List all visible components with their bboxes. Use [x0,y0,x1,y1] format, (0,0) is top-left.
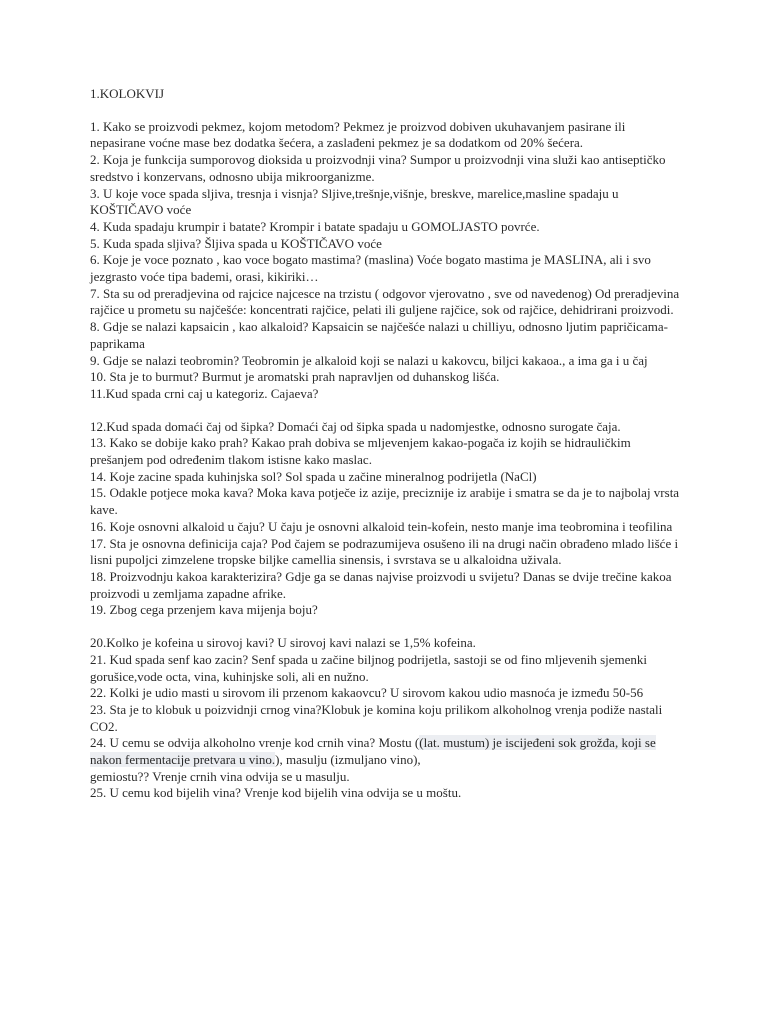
question-7: 7. Sta su od preradjevina od rajcice najcesce na trzistu ( odgovor vjerovatno , sve od navedenog) Od preradjevina rajčice u prometu su najčešće: koncentrati rajčice, pelati ili guljene rajčice, sok od rajčice, dehidrirani proizvodi. [90,285,680,318]
question-24-text: 24. U cemu se odvija alkoholno vrenje kod crnih vina? Mostu ( [90,735,420,751]
question-1: 1. Kako se proizvodi pekmez, kojom metodom? Pekmez je proizvod dobiven ukuhavanjem pasirane ili nepasirane voćne mase bez dodatka šećera, a zaslađeni pekmez je sa dodatkom od 20% šećera. [90,118,626,151]
question-16: 16. Koje osnovni alkaloid u čaju? U čaju je osnovni alkaloid tein-kofein, nesto manje ima teobromina i teofilina [90,518,673,534]
question-17: 17. Sta je osnovna definicija caja? Pod čajem se podrazumijeva osušeno ili na drugi način obrađeno mlado lišće i lisni pupoljci zimzelene tropske biljke camellia sinensis, i svrstava se u alkaloidna uživala. [90,535,679,568]
question-4: 4. Kuda spadaju krumpir i batate? Krompir i batate spadaju u GOMOLJASTO povrće. [90,218,540,234]
question-9: 9. Gdje se nalazi teobromin? Teobromin je alkaloid koji se nalazi u kakovcu, biljci kakaoa., a ima ga i u čaj [90,352,648,368]
document-page [90,86,680,802]
question-24-text-after: ), masulju (izmuljano vino), [275,752,421,768]
question-24-line2: gemiostu?? Vrenje crnih vina odvija se u masulju. [90,768,350,784]
page-title: 1.KOLOKVIJ [90,86,165,101]
question-5: 5. Kuda spada sljiva? Šljiva spada u KOŠTIČAVO voće [90,235,382,251]
question-13: 13. Kako se dobije kako prah? Kakao prah dobiva se mljevenjem kakao-pogača iz kojih se hidrauličkim prešanjem pod određenim tlakom istisne kako maslac. [90,435,631,468]
question-24 [90,735,680,785]
question-20: 20.Kolko je kofeina u sirovoj kavi? U sirovoj kavi nalazi se 1,5% kofeina. [90,635,476,651]
question-11: 11.Kud spada crni caj u kategoriz. Cajaeva? [90,385,319,401]
question-14: 14. Koje zacine spada kuhinjska sol? Sol spada u začine mineralnog podrijetla (NaCl) [90,468,537,484]
question-10: 10. Sta je to burmut? Burmut je aromatski prah napravljen od duhanskog lišća. [90,369,500,385]
question-24-highlight: (lat. mustum) je iscijeđeni sok grožđa, koji se nakon fermentacije pretvara u vino. [90,735,656,768]
question-3: 3. U koje voce spada sljiva, tresnja i visnja? Sljive,trešnje,višnje, breskve, marelice,masline spadaju u KOŠTIČAVO voće [90,185,619,218]
question-12: 12.Kud spada domaći čaj od šipka? Domaći čaj od šipka spada u nadomjestke, odnosno surogate čaja. [90,418,621,434]
question-23: 23. Sta je to klobuk u poizvidnji crnog vina?Klobuk je komina koju prilikom alkoholnog vrenja podiže nastali CO2. [90,701,663,734]
question-25: 25. U cemu kod bijelih vina? Vrenje kod bijelih vina odvija se u moštu. [90,785,462,801]
question-15: 15. Odakle potjece moka kava? Moka kava potječe iz azije, preciznije iz arabije i smatra se da je to najbolaj vrsta kave. [90,485,680,518]
question-8: 8. Gdje se nalazi kapsaicin , kao alkaloid? Kapsaicin se najčešće nalazi u chilliyu, odnosno ljutim papričicama-paprikama [90,319,668,351]
question-6: 6. Koje je voce poznato , kao voce bogato mastima? (maslina) Voće bogato mastima je MASLINA, ali i svo jezgrasto voće tipa bademi, orasi, kikiriki… [90,252,651,285]
question-22: 22. Kolki je udio masti u sirovom ili przenom kakaovcu? U sirovom kakou udio masnoća je između 50-56 [90,685,644,701]
question-2: 2. Koja je funkcija sumporovog dioksida u proizvodnji vina? Sumpor u proizvodnji vina služi kao antiseptičko sredstvo i konzervans, odnosno ubija mikroorganizme. [90,152,666,184]
question-18: 18. Proizvodnju kakoa karakterizira? Gdje ga se danas najvise proizvodi u svijetu? Danas se dvije trečine kakoa proizvodi u zemljama zapadne afrike. [90,568,672,601]
question-21: 21. Kud spada senf kao zacin? Senf spada u začine biljnog podrijetla, sastoji se od fino mljevenih sjemenki gorušice,vode octa, vina, kuhinjske soli, ali en nužno. [90,651,648,684]
question-19: 19. Zbog cega przenjem kava mijenja boju? [90,602,318,618]
